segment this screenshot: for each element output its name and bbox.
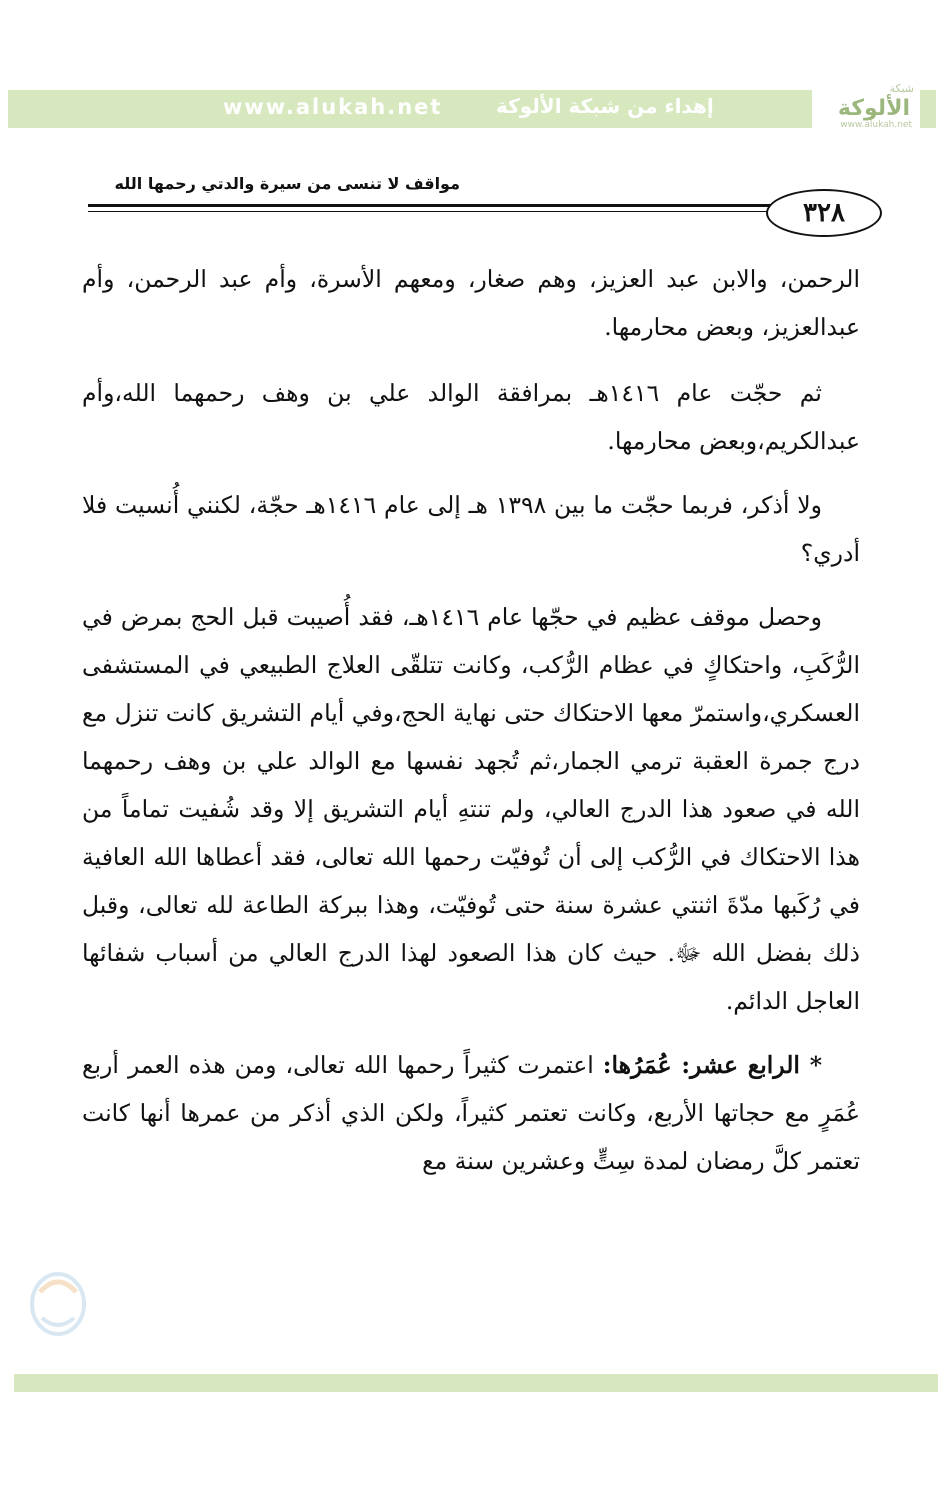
bottom-banner [14,1374,938,1392]
paragraph-5 [82,1041,860,1185]
paragraph-1: الرحمن، والابن عبد العزيز، وهم صغار، ومعهم الأسرة، وأم عبد الرحمن، وأم عبدالعزيز، وبعض محارمها. [82,265,860,341]
header-rule-thin [88,211,773,212]
paragraph-5-text: اعتمرت كثيراً رحمها الله تعالى، ومن هذه العمر أربع عُمَرٍ مع حجاتها الأربع، وكانت تعتمر كثيراً، ولكن الذي أذكر من عمرها أنها كانت تعتمر كلَّ رمضان لمدة سِتٍّ وعشرين سنة مع [82,1051,860,1175]
top-banner [8,90,936,128]
body-text [82,255,860,1201]
paragraph-3: ولا أذكر، فربما حجّت ما بين ١٣٩٨ هـ إلى عام ١٤١٦هـ حجّة، لكنني أُنسيت فلا أدري؟ [82,491,860,567]
alukah-logo [812,82,920,134]
banner-tagline: إهداء من شبكة الألوكة [496,94,714,118]
page-number: ٣٢٨ [766,189,882,237]
paragraph-2: ثم حجّت عام ١٤١٦هـ بمرافقة الوالد علي بن وهف رحمهما الله،وأم عبدالكريم،وبعض محارمها. [82,379,860,455]
watermark-logo-icon [26,1262,90,1342]
paragraph-4: وحصل موقف عظيم في حجّها عام ١٤١٦هـ، فقد أُصيبت قبل الحج بمرض في الرُّكَبِ، واحتكاكٍ في عظام الرُّكب، وكانت تتلقّى العلاج الطبيعي في المستشفى العسكري،واستمرّ معها الاحتكاك حتى نهاية الحج،وفي أيام التشريق كانت تنزل مع درج جمرة العقبة ترمي الجمار،ثم تُجهد نفسها مع الوالد علي بن وهف رحمهما الله في صعود هذا الدرج العالي، ولم تنتهِ أيام التشريق إلا وقد شُفيت تماماً من هذا الاحتكاك في الرُّكب إلى أن تُوفيّت رحمها الله تعالى، فقد أعطاها الله العافية في رُكَبها مدّةَ اثنتي عشرة سنة حتى تُوفيّت، وهذا ببركة الطاعة لله تعالى، وقبل ذلك بفضل الله ﷻ. حيث كان هذا الصعود لهذا الدرج العالي من أسباب شفائها العاجل الدائم. [82,603,860,1015]
paragraph-5-heading: * الرابع عشر: عُمَرُها: [602,1051,822,1079]
logo-url-text: www.alukah.net [840,120,912,130]
banner-url: www.alukah.net [223,95,443,119]
header-rule-thick [88,204,773,207]
logo-name-text: الألوكة [837,96,910,121]
running-header-title: مواقف لا تنسى من سيرة والدتي رحمها الله [114,174,460,193]
logo-shabaka-text: شبكة [889,82,914,95]
